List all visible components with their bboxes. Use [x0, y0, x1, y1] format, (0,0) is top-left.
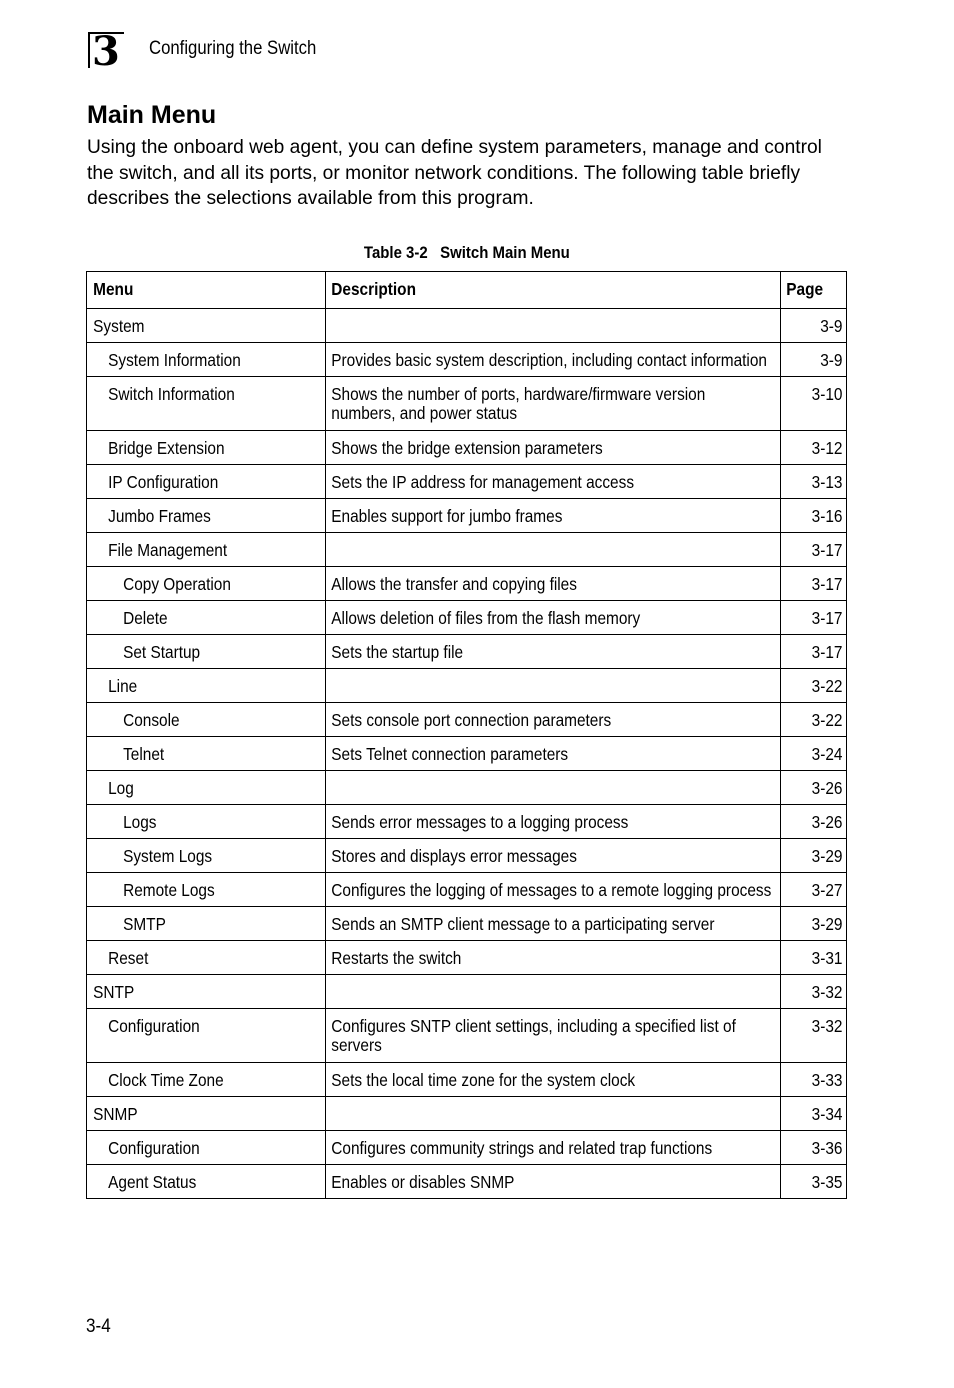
description-cell: Enables or disables SNMP [326, 1165, 781, 1199]
table-caption: Table 3-2 Switch Main Menu [363, 243, 570, 262]
description-cell: Enables support for jumbo frames [326, 499, 781, 533]
page-cell: 3-26 [781, 771, 847, 805]
description-cell: Sets console port connection parameters [326, 703, 781, 737]
description-cell [326, 309, 781, 343]
page-number: 3-4 [86, 1316, 111, 1337]
page-cell: 3-32 [781, 975, 847, 1009]
description-cell: Configures community strings and related trap functions [326, 1131, 781, 1165]
page-cell: 3-34 [781, 1097, 847, 1131]
header-description: Description [326, 272, 781, 309]
description-cell: Shows the number of ports, hardware/firmware version numbers, and power status [326, 377, 781, 431]
description-cell [326, 771, 781, 805]
description-cell [326, 975, 781, 1009]
page-cell: 3-27 [781, 873, 847, 907]
description-cell: Sets the IP address for management access [326, 465, 781, 499]
table-row [87, 873, 847, 907]
menu-cell: Log [87, 771, 326, 805]
menu-cell: Line [87, 669, 326, 703]
table-row [87, 499, 847, 533]
menu-cell: System Information [87, 343, 326, 377]
page-cell: 3-22 [781, 703, 847, 737]
table-row [87, 839, 847, 873]
description-cell: Allows the transfer and copying files [326, 567, 781, 601]
page-cell: 3-35 [781, 1165, 847, 1199]
table-row [87, 1131, 847, 1165]
menu-cell: Clock Time Zone [87, 1063, 326, 1097]
page-cell: 3-9 [781, 309, 847, 343]
description-cell: Sets Telnet connection parameters [326, 737, 781, 771]
page-cell: 3-29 [781, 907, 847, 941]
menu-cell: System [87, 309, 326, 343]
menu-cell: SNMP [87, 1097, 326, 1131]
header-menu: Menu [87, 272, 326, 309]
table-row [87, 1009, 847, 1063]
description-cell: Shows the bridge extension parameters [326, 431, 781, 465]
table-body [87, 309, 847, 1199]
menu-cell: System Logs [87, 839, 326, 873]
page-cell: 3-16 [781, 499, 847, 533]
page-cell: 3-17 [781, 601, 847, 635]
page-cell: 3-17 [781, 567, 847, 601]
description-cell: Allows deletion of files from the flash memory [326, 601, 781, 635]
switch-main-menu-table [86, 271, 847, 1199]
running-title: Configuring the Switch [149, 38, 317, 59]
description-cell: Sets the local time zone for the system clock [326, 1063, 781, 1097]
table-row [87, 343, 847, 377]
menu-cell: Reset [87, 941, 326, 975]
page-cell: 3-17 [781, 635, 847, 669]
page-cell: 3-31 [781, 941, 847, 975]
page-cell: 3-26 [781, 805, 847, 839]
page-cell: 3-33 [781, 1063, 847, 1097]
table-row [87, 533, 847, 567]
menu-cell: Set Startup [87, 635, 326, 669]
menu-cell: IP Configuration [87, 465, 326, 499]
page-cell: 3-22 [781, 669, 847, 703]
description-cell [326, 669, 781, 703]
description-cell [326, 533, 781, 567]
table-row [87, 975, 847, 1009]
description-cell: Restarts the switch [326, 941, 781, 975]
header-page: Page [781, 272, 847, 309]
chapter-number: 3 [92, 28, 120, 75]
menu-cell: Switch Information [87, 377, 326, 431]
menu-cell: Bridge Extension [87, 431, 326, 465]
menu-cell: Delete [87, 601, 326, 635]
chapter-number-badge [88, 28, 124, 75]
menu-cell: Copy Operation [87, 567, 326, 601]
page-cell: 3-32 [781, 1009, 847, 1063]
menu-cell: Agent Status [87, 1165, 326, 1199]
description-cell: Configures SNTP client settings, including a specified list of servers [326, 1009, 781, 1063]
description-cell [326, 1097, 781, 1131]
menu-cell: Telnet [87, 737, 326, 771]
table-row [87, 567, 847, 601]
table-row [87, 907, 847, 941]
menu-cell: Jumbo Frames [87, 499, 326, 533]
page-cell: 3-17 [781, 533, 847, 567]
menu-cell: Configuration [87, 1131, 326, 1165]
table-row [87, 309, 847, 343]
menu-cell: SNTP [87, 975, 326, 1009]
description-cell: Sends error messages to a logging process [326, 805, 781, 839]
description-cell: Configures the logging of messages to a remote logging process [326, 873, 781, 907]
table-row [87, 941, 847, 975]
description-cell: Provides basic system description, including contact information [326, 343, 781, 377]
table-row [87, 601, 847, 635]
description-cell: Stores and displays error messages [326, 839, 781, 873]
description-cell: Sets the startup file [326, 635, 781, 669]
page-cell: 3-24 [781, 737, 847, 771]
menu-cell: Console [87, 703, 326, 737]
table-row [87, 1165, 847, 1199]
table-row [87, 805, 847, 839]
intro-paragraph: Using the onboard web agent, you can define system parameters, manage and control the switch, and all its ports, or monitor network conditions. The following table briefly describes the selections available from this program. [87, 137, 822, 209]
table-row [87, 635, 847, 669]
menu-cell: Remote Logs [87, 873, 326, 907]
table-row [87, 1097, 847, 1131]
description-cell: Sends an SMTP client message to a participating server [326, 907, 781, 941]
table-row [87, 1063, 847, 1097]
menu-cell: SMTP [87, 907, 326, 941]
page-cell: 3-13 [781, 465, 847, 499]
menu-cell: Logs [87, 805, 326, 839]
table-header-row [87, 272, 847, 309]
page-cell: 3-9 [781, 343, 847, 377]
table-row [87, 703, 847, 737]
menu-cell: File Management [87, 533, 326, 567]
table-row [87, 465, 847, 499]
page-cell: 3-29 [781, 839, 847, 873]
table-row [87, 431, 847, 465]
page-cell: 3-10 [781, 377, 847, 431]
section-title: Main Menu [87, 101, 217, 129]
table-row [87, 771, 847, 805]
table-row [87, 669, 847, 703]
page-cell: 3-12 [781, 431, 847, 465]
table-row [87, 737, 847, 771]
page-cell: 3-36 [781, 1131, 847, 1165]
table-row [87, 377, 847, 431]
menu-cell: Configuration [87, 1009, 326, 1063]
